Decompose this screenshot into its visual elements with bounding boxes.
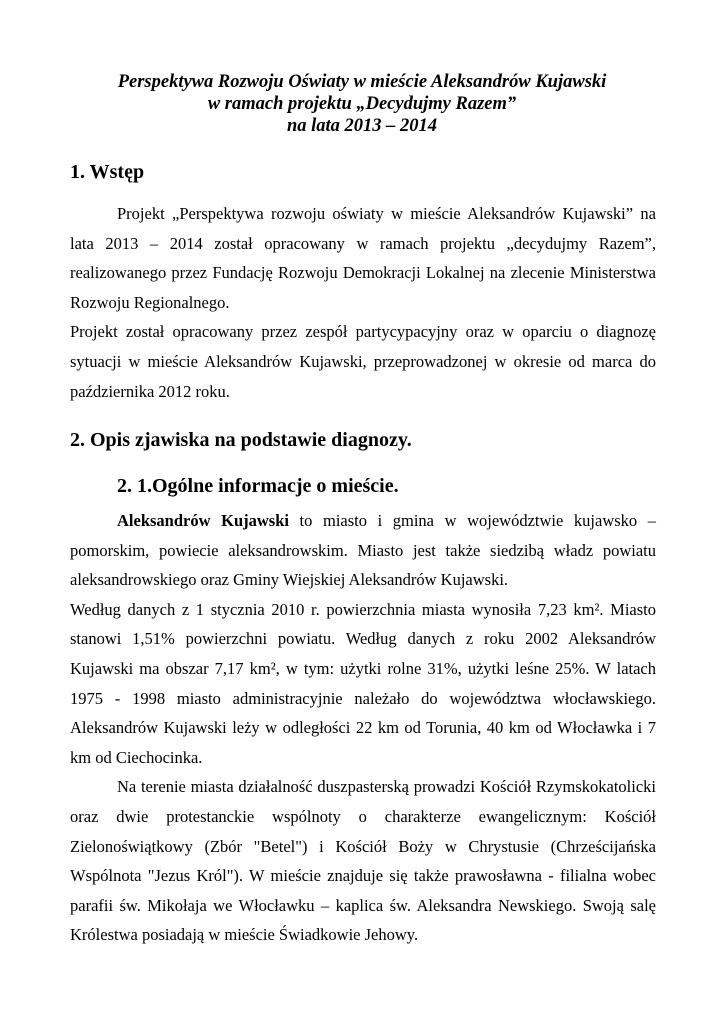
section-2-1-subheading: 2. 1.Ogólne informacje o mieście. (117, 475, 399, 497)
section-2-heading: 2. Opis zjawiska na podstawie diagnozy. (70, 429, 412, 451)
section-1-paragraph-1: Projekt „Perspektywa rozwoju oświaty w mieście Aleksandrów Kujawski” na lata 2013 – 2014 został opracowany w ramach projektu „decydujmy Razem”, realizowanego przez Fundację Rozwoju Demokracji Lokalnej na zlecenie Ministerstwa Rozwoju Regionalnego. (70, 204, 656, 312)
section-2-1-paragraph-2: Według danych z 1 stycznia 2010 r. powierzchnia miasta wynosiła 7,23 km². Miasto stanowi 1,51% powierzchni powiatu. Według danych z roku 2002 Aleksandrów Kujawski ma obszar 7,17 km², w tym: użytki rolne 31%, użytki leśne 25%. W latach 1975 - 1998 miasto administracyjnie należało do województwa włocławskiego. Aleksandrów Kujawski leży w odległości 22 km od Torunia, 40 km od Włocławka i 7 km od Ciechocinka. (70, 599, 656, 767)
section-2-1-paragraph-3: Na terenie miasta działalność duszpasterską prowadzi Kościół Rzymskokatolicki oraz dwie protestanckie wspólnoty o charakterze ewangelicznym: Kościół Zielonoświątkowy (Zbór "Betel") i Kościół Boży w Chrystusie (Chrześcijańska Wspólnota "Jezus Król"). W mieście znajduje się także prawosławna - filialna wobec parafii św. Mikołaja we Włocławku – kaplica św. Aleksandra Newskiego. Swoją salę Królestwa posiadają w mieście Świadkowie Jehowy. (70, 777, 656, 945)
section-1-heading: 1. Wstęp (70, 161, 145, 183)
document-title-line-1: Perspektywa Rozwoju Oświaty w mieście Aleksandrów Kujawski (117, 72, 607, 92)
section-2-1-body (70, 506, 656, 950)
document-title-line-3: na lata 2013 – 2014 (286, 116, 438, 136)
section-2-1-paragraph-1 (70, 506, 656, 595)
document-title-line-2: w ramach projektu „Decydujmy Razem” (207, 94, 517, 114)
section-2-1-paragraph-1-text: to miasto i gmina w województwie kujawsko – pomorskim, powiecie aleksandrowskim. Miasto jest także siedzibą władz powiatu aleksandrowskiego oraz Gminy Wiejskiej Aleksandrów Kujawski. (70, 511, 656, 590)
city-name-bold: Aleksandrów Kujawski (117, 511, 289, 530)
section-1-body (70, 199, 656, 406)
section-1-paragraph-2: Projekt został opracowany przez zespół partycypacyjny oraz w oparciu o diagnozę sytuacji w mieście Aleksandrów Kujawski, przeprowadzonej w okresie od marca do października 2012 roku. (70, 322, 656, 401)
